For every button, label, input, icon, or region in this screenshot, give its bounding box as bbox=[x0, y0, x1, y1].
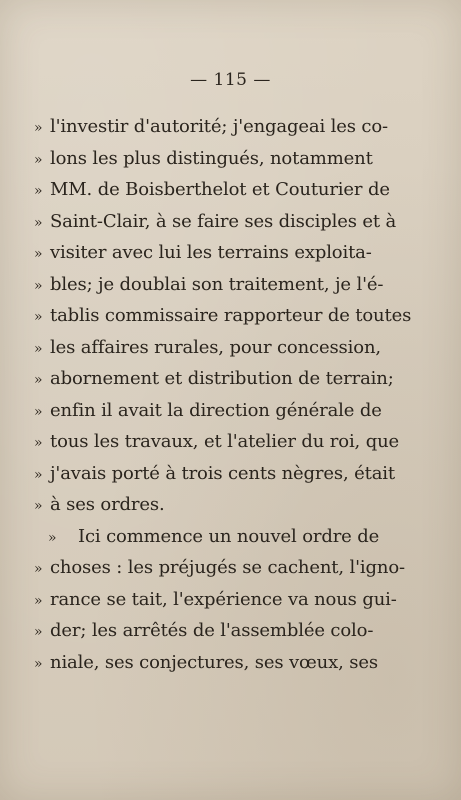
text-line bbox=[34, 363, 394, 395]
text-line bbox=[34, 395, 382, 427]
line-text: l'investir d'autorité; j'engageai les co- bbox=[50, 116, 388, 137]
text-line bbox=[34, 269, 384, 301]
text-line bbox=[34, 332, 381, 364]
text-line bbox=[34, 647, 378, 679]
text-line bbox=[34, 111, 388, 143]
text-line bbox=[34, 489, 352, 521]
quote-mark: » bbox=[34, 340, 43, 357]
line-text: bles; je doublai son traitement, je l'é- bbox=[50, 273, 384, 295]
text-line bbox=[34, 584, 397, 616]
quote-mark: » bbox=[48, 529, 57, 546]
text-line bbox=[34, 552, 405, 584]
quote-mark: » bbox=[34, 655, 43, 672]
line-text: lons les plus distingués, notamment bbox=[50, 147, 373, 169]
text-line bbox=[34, 237, 372, 269]
text-line bbox=[34, 174, 390, 206]
line-text: choses : les préjugés se cachent, l'igno- bbox=[50, 557, 405, 578]
quote-mark: » bbox=[34, 403, 43, 420]
text-line bbox=[34, 143, 373, 175]
quote-mark: » bbox=[34, 277, 43, 294]
line-text: tablis commissaire rapporteur de toutes bbox=[50, 305, 412, 326]
quote-mark: » bbox=[34, 246, 43, 262]
line-text: rance se tait, l'expérience va nous gui- bbox=[50, 588, 397, 610]
text-line bbox=[34, 300, 412, 332]
quote-mark: » bbox=[34, 214, 43, 231]
quote-mark: » bbox=[34, 372, 43, 388]
text-line bbox=[34, 521, 380, 553]
quote-mark: » bbox=[34, 592, 43, 609]
line-text: les affaires rurales, pour concession, bbox=[50, 336, 381, 358]
line-text: MM. de Boisberthelot et Couturier de bbox=[50, 179, 390, 200]
line-text: Saint-Clair, à se faire ses disciples et à bbox=[50, 210, 397, 232]
line-text: visiter avec lui les terrains exploita- bbox=[50, 242, 372, 263]
quote-mark: » bbox=[34, 624, 43, 640]
quote-mark: » bbox=[34, 561, 43, 577]
page-number: — 115 — bbox=[190, 70, 271, 90]
text-line bbox=[34, 426, 400, 458]
text-line bbox=[34, 615, 374, 647]
text-line bbox=[34, 206, 397, 238]
quote-mark: » bbox=[34, 120, 43, 136]
line-text: j'avais porté à trois cents nègres, était bbox=[50, 462, 395, 484]
line-text: Ici commence un nouvel ordre de bbox=[78, 525, 380, 547]
quote-mark: » bbox=[34, 466, 43, 483]
quote-mark: » bbox=[34, 309, 43, 325]
text-line bbox=[34, 458, 395, 490]
line-text: enfin il avait la direction générale de bbox=[50, 399, 382, 421]
line-text: niale, ses conjectures, ses vœux, ses bbox=[50, 651, 378, 673]
line-text: abornement et distribution de terrain; bbox=[50, 368, 394, 389]
quote-mark: » bbox=[34, 183, 43, 199]
quote-mark: » bbox=[34, 435, 43, 451]
page-text bbox=[34, 111, 412, 678]
line-text: à ses ordres. bbox=[50, 494, 165, 515]
quote-mark: » bbox=[34, 151, 43, 168]
line-text: tous les travaux, et l'atelier du roi, que bbox=[50, 431, 400, 452]
quote-mark: » bbox=[34, 498, 43, 514]
line-text: der; les arrêtés de l'assemblée colo- bbox=[50, 620, 374, 641]
